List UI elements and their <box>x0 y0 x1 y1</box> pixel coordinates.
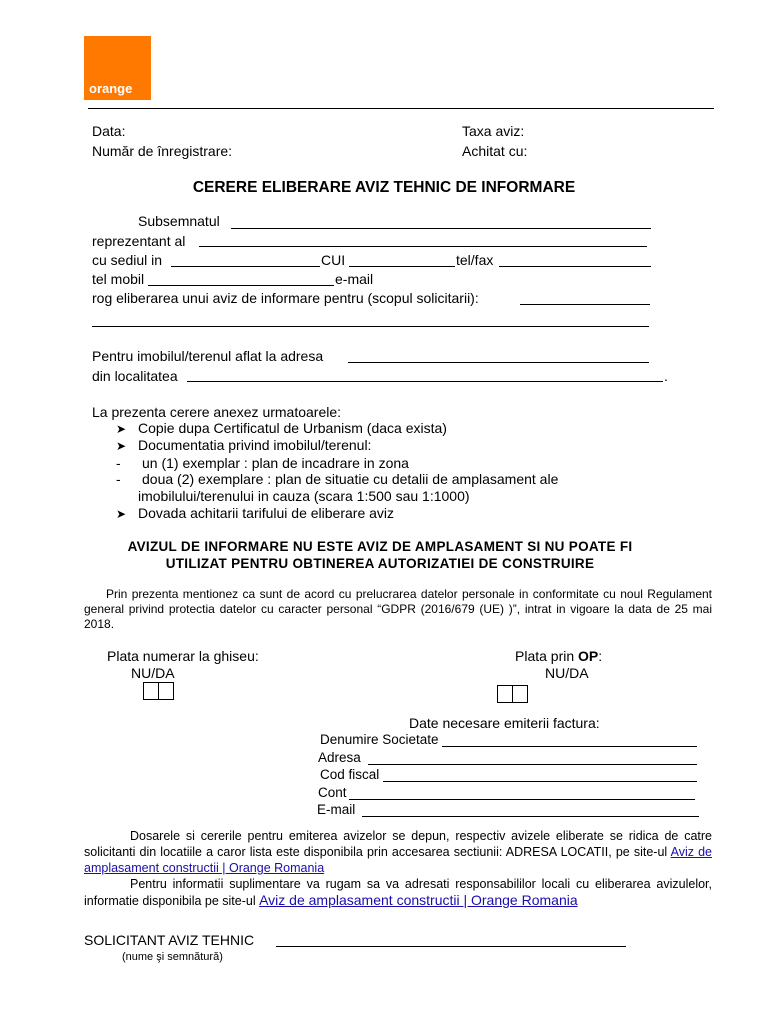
fee-label: Taxa aviz: <box>462 123 525 139</box>
email-label: e-mail <box>335 271 374 287</box>
invoice-company-label: Denumire Societate <box>320 732 439 747</box>
info-p2-text: Pentru informatii suplimentare va rugam sa va adresati responsabililor locali cu eliberarea avizulelor, informatie disponibila pe site-ul <box>84 877 712 908</box>
dash-bullet-icon: - <box>116 455 121 471</box>
localitatea-dot: . <box>664 368 668 384</box>
scope-label: rog eliberarea unui aviz de informare pentru (scopul solicitarii): <box>92 290 479 306</box>
reprezentant-label: reprezentant al <box>92 233 186 249</box>
page-title: CERERE ELIBERARE AVIZ TEHNIC DE INFORMARE <box>192 179 576 196</box>
info-paragraph-2 <box>84 876 712 909</box>
invoice-address-label: Adresa <box>318 750 361 765</box>
logo-text: orange <box>89 81 133 96</box>
arrow-bullet-icon: ➤ <box>116 507 127 521</box>
cui-line[interactable] <box>349 266 455 267</box>
annex-item-4-cont: imobilului/terenului in cauza (scara 1:500 sau 1:1000) <box>138 488 470 504</box>
annex-item-4-text: doua (2) exemplare : plan de situatie cu detalii de amplasament ale <box>142 471 559 487</box>
orange-site-link-1[interactable]: Aviz de amplasament constructii | Orange Romania <box>84 845 713 875</box>
annex-item-5 <box>116 505 394 521</box>
invoice-email-label: E-mail <box>317 802 356 817</box>
cash-nu-checkbox[interactable] <box>143 682 159 700</box>
annex-item-2-text: Documentatia privind imobilul/terenul: <box>138 437 372 453</box>
annex-item-3 <box>116 455 409 471</box>
orange-site-link-2[interactable]: Aviz de amplasament constructii | Orange Romania <box>259 892 578 908</box>
invoice-account-label: Cont <box>318 785 347 800</box>
op-option-label: NU/DA <box>545 665 589 681</box>
cash-payment-label: Plata numerar la ghiseu: <box>107 648 259 664</box>
warning-line-1: AVIZUL DE INFORMARE NU ESTE AVIZ DE AMPLASAMENT SI NU POATE FI <box>127 539 633 554</box>
op-da-checkbox[interactable] <box>512 685 528 703</box>
invoice-fiscal-line[interactable] <box>383 781 697 782</box>
annex-item-1 <box>116 420 447 436</box>
subsemnatul-line[interactable] <box>231 228 651 229</box>
telmobil-line[interactable] <box>148 285 334 286</box>
annex-item-5-text: Dovada achitarii tarifului de eliberare aviz <box>138 505 395 521</box>
signature-sub: (nume şi semnătură) <box>122 951 223 963</box>
dash-bullet-icon: - <box>116 471 121 487</box>
paid-label: Achitat cu: <box>462 143 528 159</box>
imobil-line[interactable] <box>348 362 649 363</box>
cui-label: CUI <box>321 252 346 268</box>
invoice-fiscal-label: Cod fiscal <box>320 767 380 782</box>
subsemnatul-label: Subsemnatul <box>138 213 220 229</box>
gdpr-text: Prin prezenta mentionez ca sunt de acord cu prelucrarea datelor personale in conformitate cu noul Regulament general privind protectia datelor cu caracter personal “GDPR (2016/679 (UE) )”, intrat in vigoare la data de 25 mai 2018. <box>84 587 712 631</box>
arrow-bullet-icon: ➤ <box>116 439 127 453</box>
invoice-company-line[interactable] <box>442 746 697 747</box>
op-payment-label <box>515 648 602 664</box>
gdpr-paragraph <box>84 587 712 632</box>
annex-item-3-text: un (1) exemplar : plan de incadrare in zona <box>142 455 409 471</box>
reprezentant-line[interactable] <box>199 246 647 247</box>
telfax-label: tel/fax <box>456 252 494 268</box>
localitatea-line[interactable] <box>187 381 663 382</box>
scope-line-2[interactable] <box>92 326 649 327</box>
invoice-email-line[interactable] <box>362 816 699 817</box>
op-nu-checkbox[interactable] <box>497 685 513 703</box>
op-label-prefix: Plata prin <box>515 648 579 664</box>
imobil-label: Pentru imobilul/terenul aflat la adresa <box>92 348 324 364</box>
telfax-line[interactable] <box>499 266 651 267</box>
warning-line-2: UTILIZAT PENTRU OBTINEREA AUTORIZATIEI DE CONSTRUIRE <box>165 556 595 571</box>
info-paragraph-1 <box>84 828 712 876</box>
date-label: Data: <box>92 123 126 139</box>
annex-item-2 <box>116 437 371 453</box>
invoice-account-line[interactable] <box>349 799 695 800</box>
scope-line[interactable] <box>520 304 650 305</box>
annex-intro: La prezenta cerere anexez urmatoarele: <box>92 404 342 420</box>
info-p1-text: Dosarele si cererile pentru emiterea avizelor se depun, respectiv avizele eliberate se ridica de catre solicitanti din locatiile a caror lista este disponibila prin accesarea sectiunii: ADRESA LOCATII, pe site-ul <box>84 829 712 859</box>
op-label-bold: OP <box>578 648 599 664</box>
registration-label: Număr de înregistrare: <box>92 143 233 159</box>
localitatea-label: din localitatea <box>92 368 178 384</box>
header-divider <box>88 108 714 109</box>
signature-label: SOLICITANT AVIZ TEHNIC <box>84 932 255 948</box>
arrow-bullet-icon: ➤ <box>116 422 127 436</box>
telmobil-label: tel mobil <box>92 271 145 287</box>
op-label-suffix: : <box>598 648 603 664</box>
invoice-heading: Date necesare emiterii factura: <box>409 715 600 731</box>
invoice-address-line[interactable] <box>368 764 697 765</box>
orange-logo <box>84 36 151 100</box>
sediul-label: cu sediul in <box>92 252 163 268</box>
annex-item-1-text: Copie dupa Certificatul de Urbanism (daca exista) <box>138 420 447 436</box>
sediul-line[interactable] <box>171 266 320 267</box>
cash-da-checkbox[interactable] <box>158 682 174 700</box>
signature-line[interactable] <box>276 946 626 947</box>
annex-item-4 <box>116 471 558 487</box>
cash-option-label: NU/DA <box>131 665 175 681</box>
